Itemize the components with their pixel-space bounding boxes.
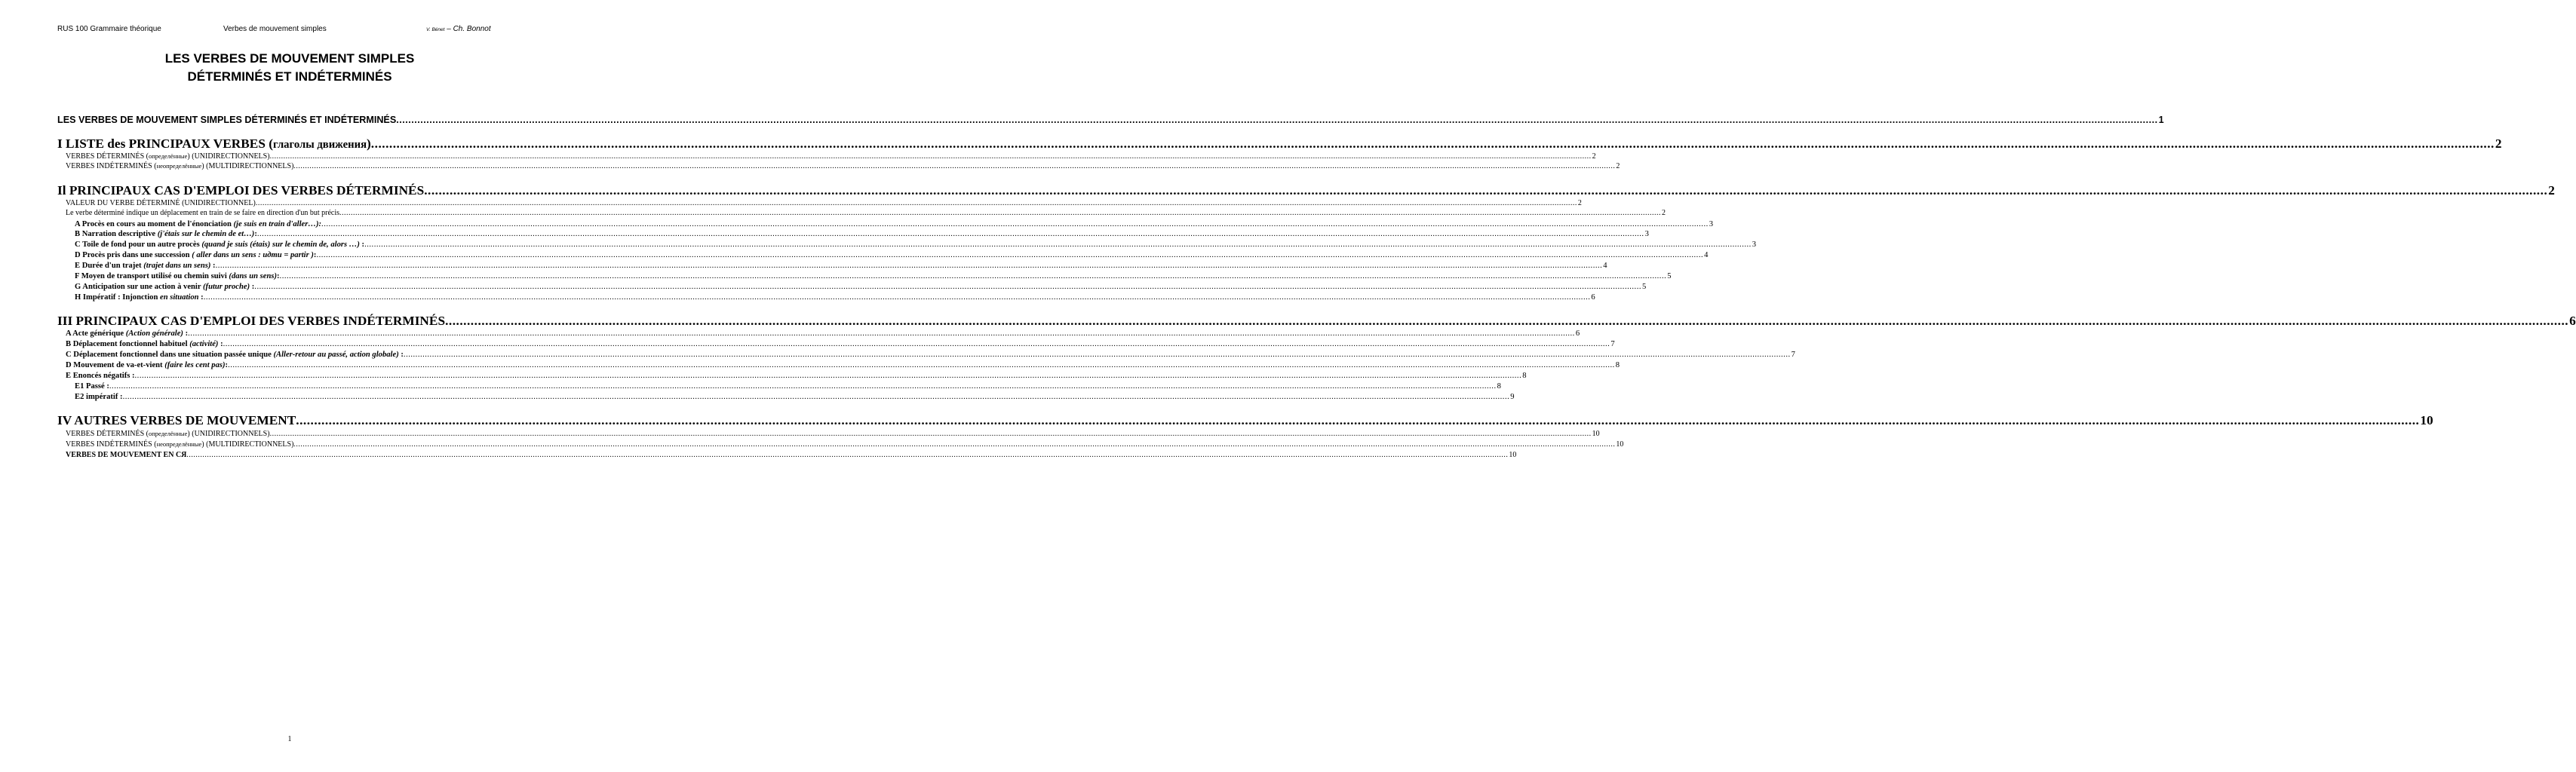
toc-text-tail: : xyxy=(398,351,404,359)
toc-entry-text xyxy=(75,283,254,291)
toc-text-tail: : xyxy=(277,272,280,280)
toc-text-tail: : xyxy=(359,240,365,249)
toc-leader xyxy=(404,351,1791,359)
toc-entry-verbes-determines[interactable] xyxy=(66,152,1596,161)
page-title-line1: LES VERBES DE MOUVEMENT SIMPLES xyxy=(164,51,415,66)
toc-entry-verbes-indetermines[interactable] xyxy=(66,162,1620,170)
toc-russian-text: неопределённые xyxy=(156,440,202,448)
toc-leader xyxy=(339,209,1661,217)
toc-entry-text xyxy=(66,351,404,359)
toc-italic-text: (je suis en train d'aller…): xyxy=(233,220,322,228)
toc-page-number: 5 xyxy=(1641,283,1647,291)
toc-page-number: 6 xyxy=(1575,329,1580,338)
toc-leader xyxy=(364,240,1752,249)
toc-page-number: 3 xyxy=(1752,240,1757,249)
toc-page-number: 4 xyxy=(1704,251,1709,259)
toc-text-tail: : xyxy=(250,283,255,291)
toc-entry-text xyxy=(66,440,293,449)
toc-entry-text: LES VERBES DE MOUVEMENT SIMPLES DÉTERMINÉS ET INDÉTERMINÉS xyxy=(57,115,397,125)
toc-leader xyxy=(424,183,2547,198)
toc-text: B Narration descriptive xyxy=(75,230,158,238)
toc-text: C Toile de fond pour un autre procès xyxy=(75,240,202,249)
toc-leader xyxy=(254,283,1641,291)
toc-text-tail: : xyxy=(198,293,204,302)
toc-entry-text xyxy=(75,220,321,228)
toc-entry-text: E Enoncés négatifs : xyxy=(66,372,135,380)
toc-leader xyxy=(123,393,1510,401)
toc-page-number: 7 xyxy=(1791,351,1795,359)
toc-text-tail: ) (MULTIDIRECTIONNELS) xyxy=(201,440,294,449)
toc-leader xyxy=(204,293,1591,302)
toc-entry-4-determines[interactable] xyxy=(66,430,1600,438)
toc-text: VERBES INDÉTERMINÉS ( xyxy=(66,162,157,170)
toc-page-number: 10 xyxy=(2420,413,2433,427)
toc-page-number: 10 xyxy=(1616,440,1624,449)
toc-text-tail: : xyxy=(254,230,257,238)
toc-entry-text xyxy=(75,230,257,238)
page-title-line2: DÉTERMINÉS ET INDÉTERMINÉS xyxy=(187,69,392,84)
toc-leader xyxy=(396,115,2157,125)
toc-entry-text: IV AUTRES VERBES DE MOUVEMENT xyxy=(57,413,296,427)
toc-section-3[interactable] xyxy=(57,314,2576,329)
toc-leader xyxy=(223,340,1610,348)
toc-text-tail: : xyxy=(210,262,216,270)
toc-leader xyxy=(109,382,1497,391)
toc-entry-text: Le verbe déterminé indique un déplacement en train de se faire en direction d'un but précis xyxy=(66,209,340,217)
toc-section-1[interactable] xyxy=(57,136,2502,152)
toc-text: H Impératif : Injonction xyxy=(75,293,160,302)
toc-entry-text xyxy=(66,329,188,338)
toc-italic-text: (futur proche) xyxy=(203,283,250,291)
toc-entry-text xyxy=(75,251,316,259)
toc-russian-text: глаголы движения xyxy=(273,139,367,151)
toc-text: G Anticipation sur une action à venir xyxy=(75,283,204,291)
toc-text: D Mouvement de va-et-vient xyxy=(66,361,165,369)
toc-entry-3c[interactable] xyxy=(66,351,1795,359)
toc-entry-3e[interactable] xyxy=(66,372,1527,380)
toc-leader xyxy=(280,272,1667,280)
toc-entry-text: Il PRINCIPAUX CAS D'EMPLOI DES VERBES DÉTERMINÉS xyxy=(57,183,425,198)
header-course: RUS 100 Grammaire théorique xyxy=(57,25,161,33)
toc-entry-2a[interactable] xyxy=(75,220,1714,228)
toc-page-number: 9 xyxy=(1510,393,1515,401)
toc-russian-text: определённые xyxy=(149,430,188,437)
toc-entry-text xyxy=(75,240,364,249)
toc-leader xyxy=(257,230,1644,238)
toc-entry-4-verbes-sya[interactable] xyxy=(66,451,1517,459)
toc-page-number: 6 xyxy=(2569,314,2576,328)
toc-text: E Durée d'un trajet xyxy=(75,262,144,270)
toc-page-number: 3 xyxy=(1644,230,1649,238)
toc-entry-text: E1 Passé : xyxy=(75,382,109,391)
toc-leader xyxy=(188,329,1575,338)
toc-entry-text: VALEUR DU VERBE DÉTERMINÉ (UNIDIRECTIONNEL) xyxy=(66,199,256,207)
toc-leader xyxy=(445,314,2568,329)
toc-page-number: 10 xyxy=(1509,451,1517,459)
toc-leader xyxy=(270,430,1592,438)
toc-entry-text xyxy=(75,272,280,280)
toc-text: C Déplacement fonctionnel dans une situation passée unique xyxy=(66,351,274,359)
toc-page-number: 2 xyxy=(1577,199,1582,207)
toc-entry-text xyxy=(66,152,270,161)
toc-entry-valeur[interactable] xyxy=(66,199,1582,207)
toc-entry-3e1[interactable] xyxy=(75,382,1501,391)
toc-russian-text: определённые xyxy=(149,152,188,160)
toc-italic-text: (Action générale) xyxy=(125,329,183,338)
header-topic: Verbes de mouvement simples xyxy=(223,25,327,33)
toc-entry-text xyxy=(75,293,204,302)
toc-text: D Procès pris dans une succession xyxy=(75,251,192,259)
toc-entry-3e2[interactable] xyxy=(75,393,1515,401)
toc-italic-text: (trajet dans un sens) xyxy=(143,262,211,270)
toc-text: VERBES DÉTERMINÉS ( xyxy=(66,430,149,438)
toc-italic-text: (faire les cent pas) xyxy=(164,361,226,369)
toc-leader xyxy=(321,220,1709,228)
page-number: 1 xyxy=(287,735,292,743)
toc-italic-text: (dans un sens) xyxy=(229,272,278,280)
toc-page-number: 6 xyxy=(1591,293,1595,302)
toc-leader xyxy=(293,162,1615,170)
toc-page-number: 2 xyxy=(1662,209,1666,217)
toc-text: A Acte générique xyxy=(66,329,126,338)
toc-text-tail: ) (MULTIDIRECTIONNELS) xyxy=(201,162,294,170)
toc-section-2[interactable] xyxy=(57,183,2555,198)
toc-entry-2c[interactable] xyxy=(75,240,1757,249)
toc-text: F Moyen de transport utilisé ou chemin suivi xyxy=(75,272,229,280)
toc-text: B Déplacement fonctionnel habituel xyxy=(66,340,190,348)
toc-entry-4-indetermines[interactable] xyxy=(66,440,1624,449)
toc-entry-text xyxy=(66,162,293,170)
toc-page-number: 2 xyxy=(2495,136,2502,151)
header-author-main: Ch. Bonnot xyxy=(453,25,491,33)
toc-entry-text xyxy=(75,262,216,270)
toc-entry-text: VERBES DE MOUVEMENT EN СЯ xyxy=(66,451,187,459)
toc-leader xyxy=(256,199,1577,207)
toc-leader xyxy=(270,152,1592,161)
toc-page-number: 1 xyxy=(2158,115,2164,125)
toc-page-number: 2 xyxy=(1616,162,1620,170)
toc-text-tail: : xyxy=(183,329,189,338)
toc-entry-2b[interactable] xyxy=(75,230,1649,238)
toc-text: A Procès en cours au moment de l'énonciation xyxy=(75,220,234,228)
toc-section-4[interactable] xyxy=(57,413,2433,428)
toc-page-number: 8 xyxy=(1497,382,1501,391)
toc-entry-text xyxy=(66,430,270,438)
toc-entry-2g[interactable] xyxy=(75,283,1647,291)
toc-leader xyxy=(293,440,1615,449)
toc-text: I LISTE des PRINCIPAUX VERBES ( xyxy=(57,136,274,151)
toc-text-tail: : xyxy=(225,361,229,369)
toc-entry-text xyxy=(66,340,223,348)
toc-italic-text: (quand je suis (étais) sur le chemin de, alors …) xyxy=(201,240,360,249)
toc-leader xyxy=(216,262,1603,270)
toc-page-number: 10 xyxy=(1592,430,1600,438)
toc-russian-text: неопределённые xyxy=(156,162,202,170)
toc-leader xyxy=(313,251,1703,259)
toc-italic-text: ( aller dans un sens : идти = partir ) xyxy=(192,251,314,259)
toc-entry-2f[interactable] xyxy=(75,272,1672,280)
toc-entry-deplacement[interactable] xyxy=(66,209,1666,217)
toc-entry-text xyxy=(57,136,371,152)
toc-entry-text xyxy=(66,361,228,369)
toc-page-number: 7 xyxy=(1610,340,1615,348)
toc-page-number: 8 xyxy=(1522,372,1527,380)
toc-italic-text: (j'étais sur le chemin de et…) xyxy=(157,230,255,238)
toc-page-number: 4 xyxy=(1603,262,1607,270)
header-author-sep: – xyxy=(444,25,453,33)
toc-page-number: 5 xyxy=(1667,272,1672,280)
toc-leader xyxy=(296,413,2419,428)
toc-text: VERBES INDÉTERMINÉS ( xyxy=(66,440,157,449)
toc-text-tail: ) xyxy=(367,136,371,151)
toc-leader xyxy=(225,361,1615,369)
toc-page-number: 2 xyxy=(1592,152,1596,161)
toc-leader xyxy=(186,451,1508,459)
toc-entry-text: III PRINCIPAUX CAS D'EMPLOI DES VERBES INDÉTERMINÉS xyxy=(57,314,446,328)
toc-italic-text: (Aller-retour au passé, action globale) xyxy=(273,351,399,359)
toc-entry-2d[interactable] xyxy=(75,251,1709,259)
toc-entry-text: E2 impératif : xyxy=(75,393,123,401)
toc-text-tail: ) (UNIDIRECTIONNELS) xyxy=(187,152,270,161)
header-author-small: V. Bénet xyxy=(426,27,445,32)
toc-leader xyxy=(371,136,2495,152)
toc-text-tail: : xyxy=(313,251,317,259)
toc-entry-3a[interactable] xyxy=(66,329,1580,338)
toc-entry-3b[interactable] xyxy=(66,340,1615,348)
toc-page-number: 3 xyxy=(1709,220,1714,228)
toc-italic-text: en situation xyxy=(160,293,199,302)
toc-text-tail: : xyxy=(218,340,223,348)
toc-entry-2h[interactable] xyxy=(75,293,1595,302)
toc-leader xyxy=(135,372,1522,380)
toc-entry-2e[interactable] xyxy=(75,262,1607,270)
toc-entry-3d[interactable] xyxy=(66,361,1620,369)
toc-page-number: 2 xyxy=(2548,183,2555,198)
toc-italic-text: (activité) xyxy=(189,340,219,348)
toc-text-tail: ) (UNIDIRECTIONNELS) xyxy=(187,430,270,438)
toc-text: VERBES DÉTERMINÉS ( xyxy=(66,152,149,161)
toc-entry-main[interactable] xyxy=(57,115,2164,125)
toc-page-number: 8 xyxy=(1615,361,1620,369)
